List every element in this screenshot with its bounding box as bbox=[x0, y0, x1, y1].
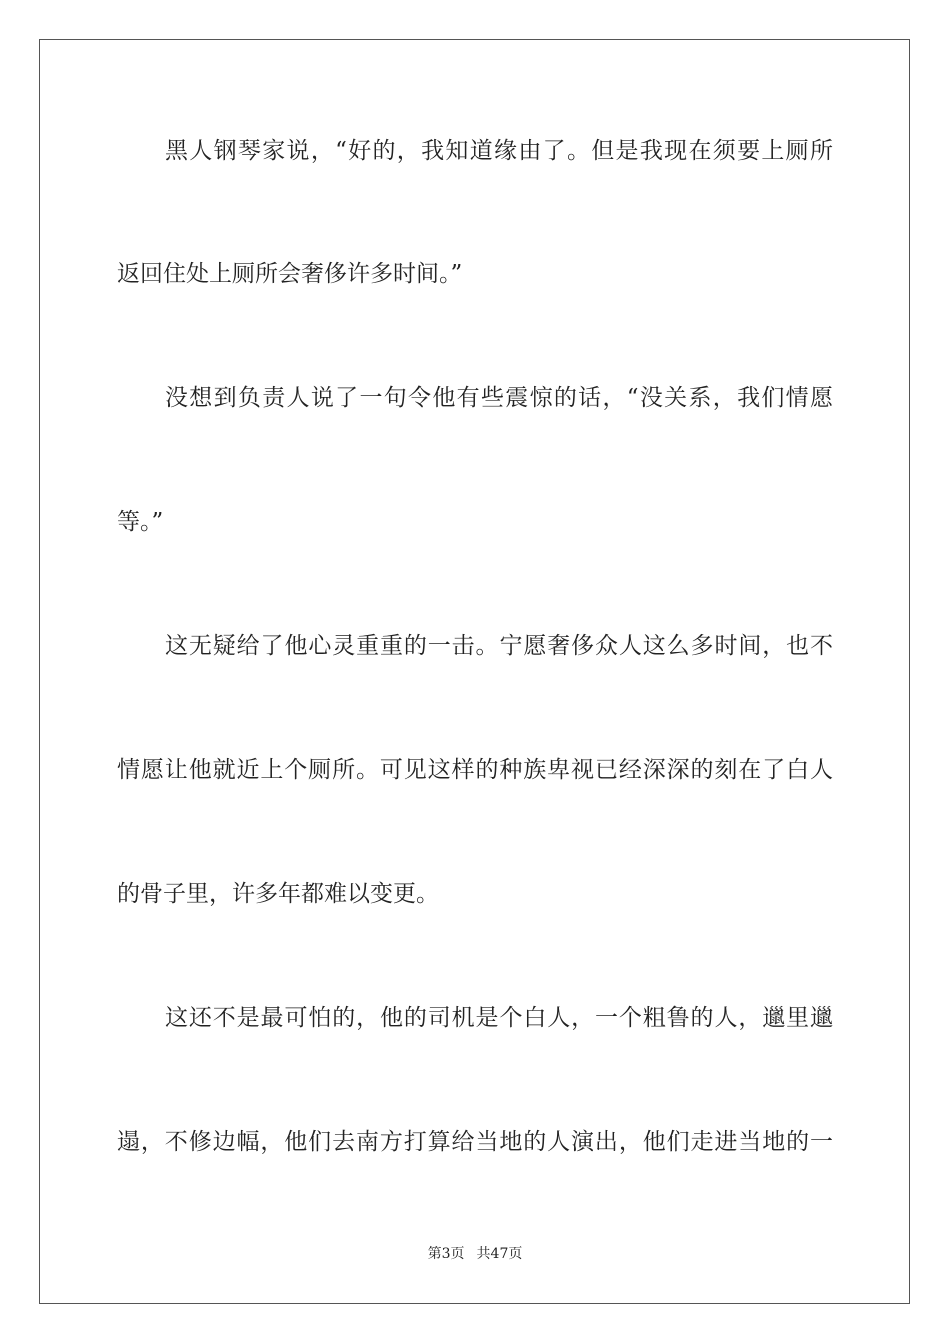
text-line: 这无疑给了他心灵重重的一击。宁愿奢侈众人这么多时间，也不 bbox=[165, 633, 833, 659]
text-line: 情愿让他就近上个厕所。可见这样的种族卑视已经深深的刻在了白人 bbox=[117, 757, 833, 783]
text-line: 返回住处上厕所会奢侈许多时间。” bbox=[117, 261, 463, 287]
page-total: 共47页 bbox=[476, 1246, 523, 1262]
text-line: 的骨子里，许多年都难以变更。 bbox=[117, 881, 439, 907]
text-line: 遢，不修边幅，他们去南方打算给当地的人演出，他们走进当地的一 bbox=[117, 1129, 833, 1155]
text-line: 等。” bbox=[117, 509, 164, 535]
page-footer bbox=[0, 1243, 950, 1263]
text-line: 这还不是最可怕的，他的司机是个白人，一个粗鲁的人，邋里邋 bbox=[165, 1005, 833, 1031]
page-number: 第3页 bbox=[427, 1246, 465, 1262]
text-line: 黑人钢琴家说，“好的，我知道缘由了。但是我现在须要上厕所 bbox=[165, 138, 833, 164]
page-border bbox=[39, 39, 910, 1304]
text-line: 没想到负责人说了一句令他有些震惊的话，“没关系，我们情愿 bbox=[165, 385, 833, 411]
